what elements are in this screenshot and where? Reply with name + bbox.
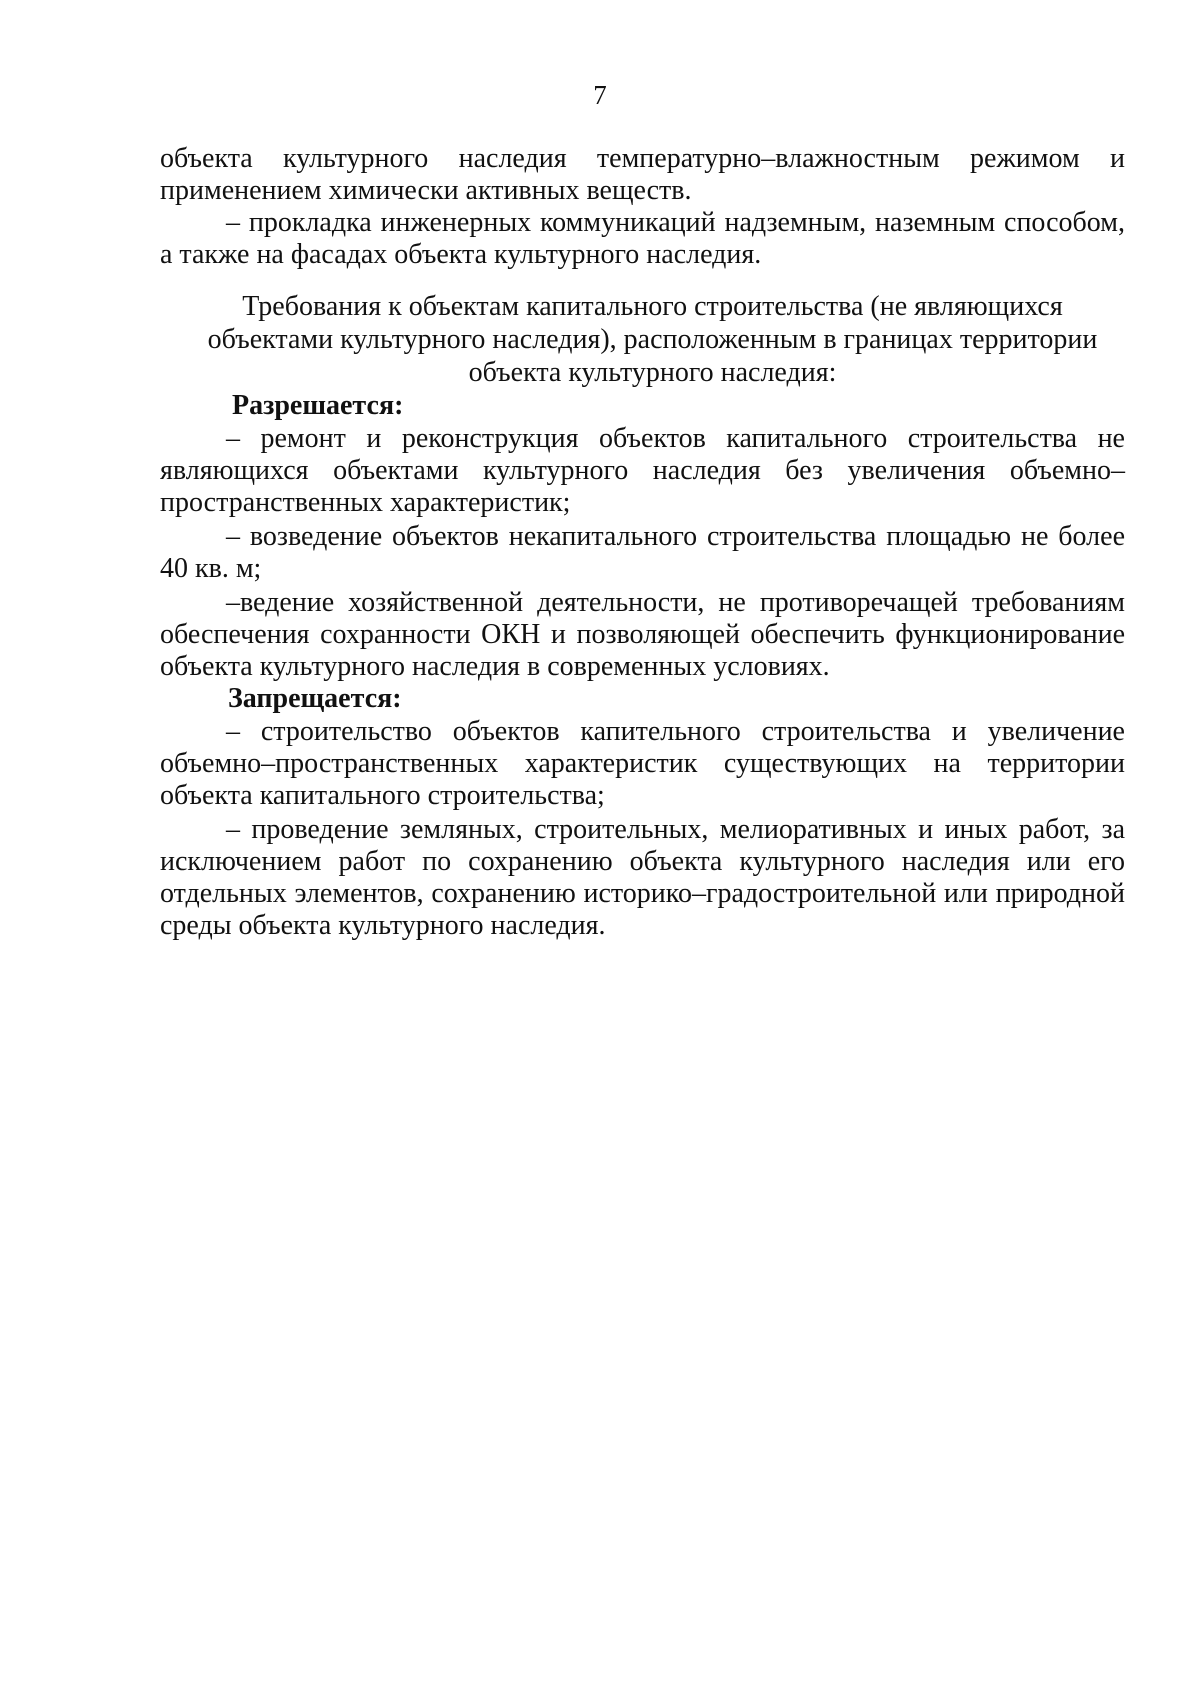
allowed-title: Разрешается: (232, 390, 404, 421)
section-heading: Требования к объектам капитального строительства (не являющихся объектами культурного наследия), расположенным в границах территории объекта культурного наследия: (207, 291, 1098, 388)
allowed-item-1: – ремонт и реконструкция объектов капитального строительства не являющихся объектами культурного наследия без увеличения объемно–пространственных характеристик; (160, 423, 1125, 518)
allowed-list (160, 423, 1125, 683)
allowed-item-2: – возведение объектов некапитального строительства площадью не более 40 кв. м; (160, 521, 1125, 584)
forbidden-item-1: – строительство объектов капительного строительства и увеличение объемно–пространственных характеристик существующих на территории объекта капитального строительства; (160, 716, 1125, 811)
intro-line-1: объекта культурного наследия температурно–влажностным режимом и (160, 143, 1125, 174)
intro-line-2: применением химически активных веществ. (160, 175, 692, 206)
utilities-text: – прокладка инженерных коммуникаций надземным, наземным способом, а также на фасадах объекта культурного наследия. (160, 207, 1125, 270)
page-number: 7 (593, 80, 607, 110)
intro-paragraph-utilities (160, 207, 1125, 271)
forbidden-list (160, 716, 1125, 942)
forbidden-title: Запрещается: (228, 683, 402, 714)
intro-continuation (160, 143, 1125, 207)
forbidden-item-2: – проведение земляных, строительных, мелиоративных и иных работ, за исключением работ по сохранению объекта культурного наследия или его отдельных элементов, сохранению историко–градостроительной или природной среды объекта культурного наследия. (160, 814, 1125, 941)
allowed-item-3: –ведение хозяйственной деятельности, не противоречащей требованиям обеспечения сохранности ОКН и позволяющей обеспечить функционирование объекта культурного наследия в современных условиях. (160, 587, 1125, 682)
